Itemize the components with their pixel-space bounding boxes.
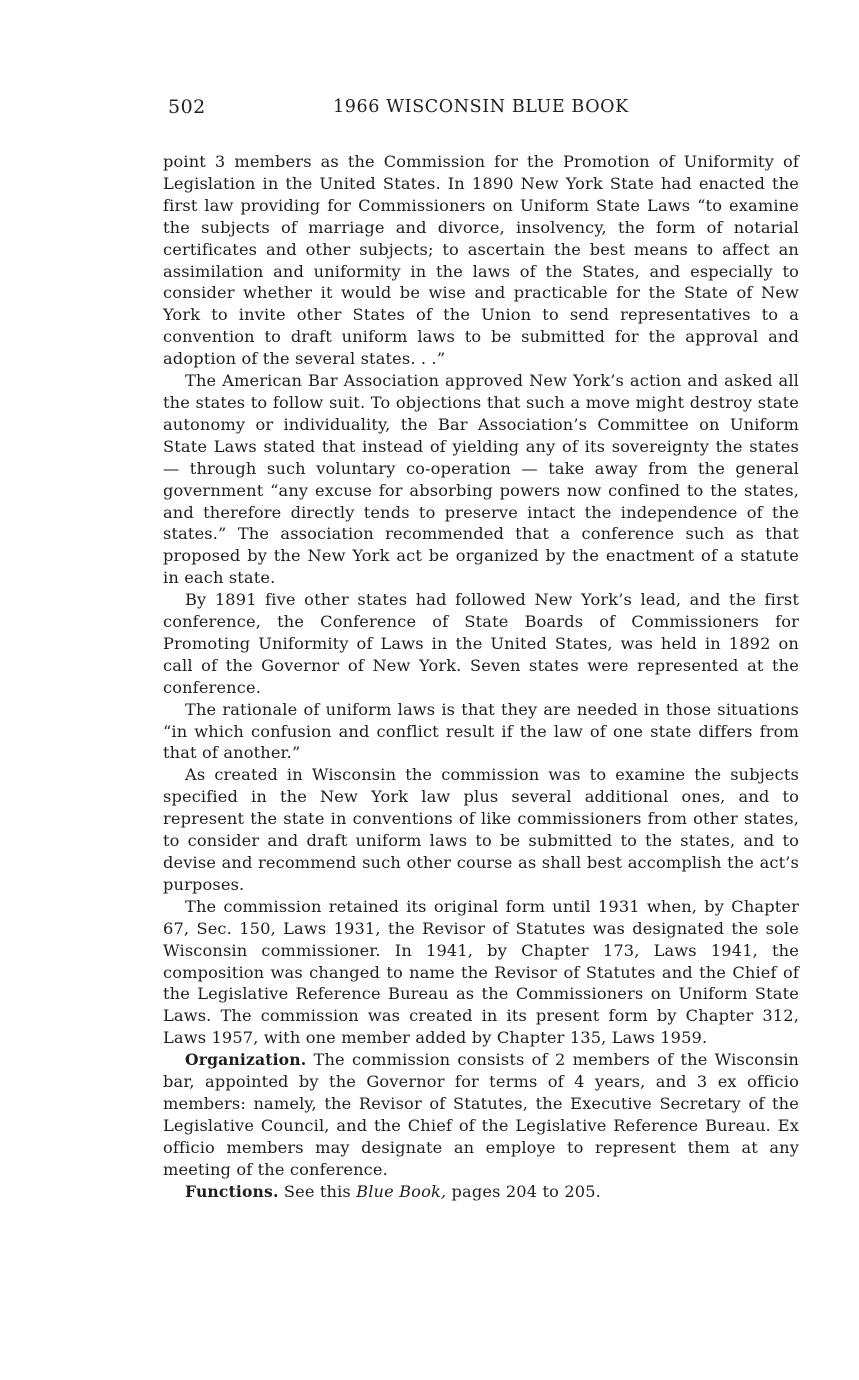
paragraph: The rationale of uniform laws is that they are needed in those situations “in which confusion and conflict result if the law of one state differs from that of another.” — [163, 699, 799, 763]
functions-text-after: pages 204 to 205. — [451, 1181, 601, 1201]
functions-heading: Functions. — [185, 1181, 279, 1201]
paragraph: The American Bar Association approved New York’s action and asked all the states to follow suit. To objections that such a move might destroy state autonomy or individuality, the Bar Association’s Committee on Uniform State Laws stated that instead of yielding any of its sovereignty the states — through such voluntary co-operation — take away from the general government “any excuse for absorbing powers now confined to the states, and therefore directly tends to preserve intact the independence of the states.” The association recommended that a conference such as that proposed by the New York act be organized by the enactment of a statute in each state. — [163, 371, 799, 588]
page-number: 502 — [168, 96, 206, 118]
functions-text-before: See this — [283, 1181, 351, 1201]
organization-heading: Organization. — [185, 1050, 307, 1070]
organization-paragraph — [163, 1049, 799, 1180]
paragraph: point 3 members as the Commission for the Promotion of Uniformity of Legislation in the United States. In 1890 New York State had enacted the first law providing for Commissioners on Uniform State Laws “to examine the subjects of marriage and divorce, insolvency, the form of notarial certificates and other subjects; to ascertain the best means to affect an assimilation and uniformity in the laws of the States, and especially to consider whether it would be wise and practicable for the State of New York to invite other States of the Union to send representatives to a convention to draft uniform laws to be submitted for the approval and adoption of the several states. . .” — [163, 152, 799, 369]
body-text — [163, 151, 799, 1203]
blue-book-title: Blue Book, — [356, 1181, 447, 1201]
functions-paragraph — [163, 1181, 799, 1203]
organization-text: The commission consists of 2 members of the Wisconsin bar, appointed by the Governor for terms of 4 years, and 3 ex officio members: namely, the Revisor of Statutes, the Executive Secretary of the Legislative Council, and the Chief of the Legislative Reference Bureau. Ex officio members may designate an employe to represent them at any meeting of the conference. — [163, 1050, 800, 1179]
paragraph: By 1891 five other states had followed New York’s lead, and the first conference, the Conference of State Boards of Commissioners for Promoting Uniformity of Laws in the United States, was held in 1892 on call of the Governor of New York. Seven states were represented at the conference. — [163, 590, 799, 697]
paragraph: The commission retained its original form until 1931 when, by Chapter 67, Sec. 150, Laws 1931, the Revisor of Statutes was designated the sole Wisconsin commissioner. In 1941, by Chapter 173, Laws 1941, the composition was changed to name the Revisor of Statutes and the Chief of the Legislative Reference Bureau as the Commissioners on Uniform State Laws. The commission was created in its present form by Chapter 312, Laws 1957, with one member added by Chapter 135, Laws 1959. — [163, 896, 799, 1048]
page-header — [165, 96, 805, 126]
running-head: 1966 WISCONSIN BLUE BOOK — [333, 97, 629, 117]
paragraph: As created in Wisconsin the commission was to examine the subjects specified in the New York law plus several additional ones, and to represent the state in conventions of like commissioners from other states, to consider and draft uniform laws to be submitted to the states, and to devise and recommend such other course as shall best accomplish the act’s purposes. — [163, 765, 799, 894]
